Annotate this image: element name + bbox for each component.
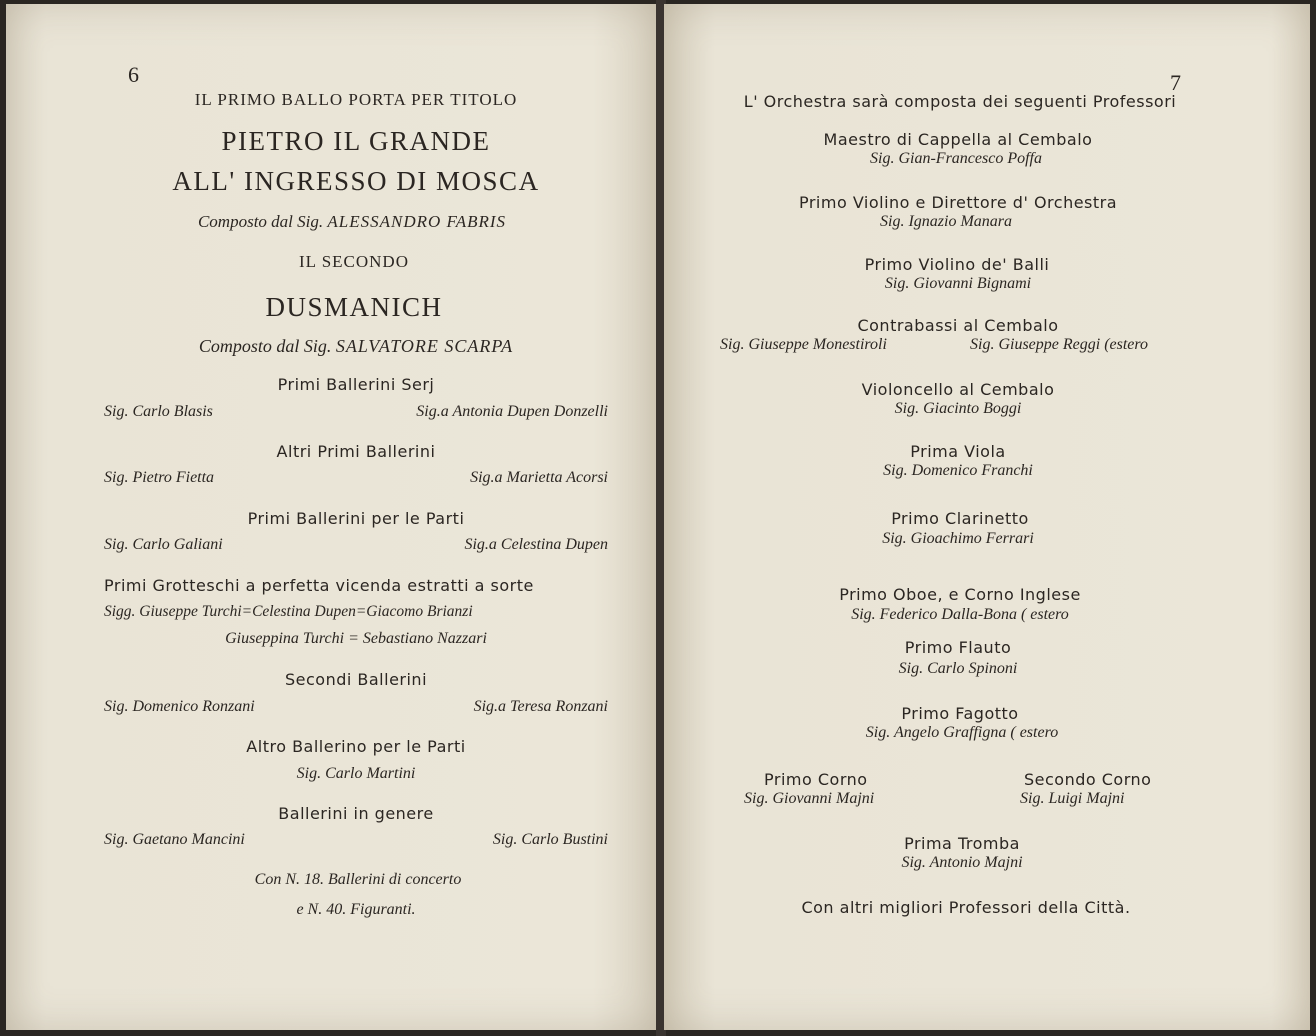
orchestra-closing: Con altri migliori Professori della Città. <box>801 898 1131 917</box>
orchestra-role: Maestro di Cappella al Cembalo <box>823 130 1093 149</box>
orchestra-member-right: Sig. Giuseppe Reggi (estero <box>970 336 1149 353</box>
composer-name: SALVATORE SCARPA <box>335 336 514 356</box>
grotteschi-line-2: Giuseppina Turchi = Sebastiano Nazzari <box>225 630 487 647</box>
orchestra-member: Sig. Gioachimo Ferrari <box>882 530 1034 547</box>
grotteschi-line-1: Sigg. Giuseppe Turchi=Celestina Dupen=Giacomo Brianzi <box>104 603 473 620</box>
orchestra-role: Primo Flauto <box>904 638 1012 657</box>
composer-line-1 <box>198 212 506 232</box>
orchestra-member-left: Sig. Giuseppe Monestiroli <box>720 336 887 353</box>
grotteschi-heading: Primi Grotteschi a perfetta vicenda estratti a sorte <box>104 576 534 595</box>
orchestra-role: Contrabassi al Cembalo <box>857 316 1059 335</box>
orchestra-heading: L' Orchestra sarà composta dei seguenti Professori <box>743 92 1177 111</box>
page-number-right: 7 <box>1170 70 1181 95</box>
composer-prefix: Composto dal Sig. <box>197 212 324 231</box>
orchestra-member: Sig. Carlo Spinoni <box>898 660 1018 677</box>
orchestra-member: Sig. Giovanni Bignami <box>884 275 1032 292</box>
closing-line-1: Con N. 18. Ballerini di concerto <box>254 871 462 888</box>
orchestra-role: Violoncello al Cembalo <box>861 380 1055 399</box>
orchestra-role: Primo Violino de' Balli <box>864 255 1050 274</box>
orchestra-member: Sig. Angelo Graffigna ( estero <box>865 724 1059 741</box>
performer-left: Sig. Pietro Fietta <box>104 469 215 486</box>
performer-left: Sig. Carlo Galiani <box>104 536 223 553</box>
orchestra-member: Sig. Federico Dalla-Bona ( estero <box>851 606 1069 623</box>
orchestra-role-left: Primo Corno <box>764 770 868 789</box>
orchestra-member: Sig. Ignazio Manara <box>880 213 1012 230</box>
ballet-heading: IL PRIMO BALLO PORTA PER TITOLO <box>194 90 518 109</box>
performer-right: Sig.a Teresa Ronzani <box>473 698 608 715</box>
closing-line-2: e N. 40. Figuranti. <box>296 901 416 918</box>
second-ballet-heading: IL SECONDO <box>299 252 409 271</box>
orchestra-member: Sig. Antonio Majni <box>901 854 1023 871</box>
performer-left: Sig. Gaetano Mancini <box>104 831 245 848</box>
performer-left: Sig. Domenico Ronzani <box>104 698 255 715</box>
section-heading: Primi Ballerini Serj <box>277 375 435 394</box>
section-heading: Ballerini in genere <box>278 804 434 823</box>
orchestra-member: Sig. Giacinto Boggi <box>894 400 1022 417</box>
ballet-title-1: PIETRO IL GRANDE <box>221 126 491 156</box>
orchestra-member-right: Sig. Luigi Majni <box>1020 790 1125 807</box>
composer-line-2 <box>199 336 513 357</box>
orchestra-member-left: Sig. Giovanni Majni <box>744 790 875 807</box>
orchestra-role-right: Secondo Corno <box>1024 770 1152 789</box>
orchestra-role: Primo Violino e Direttore d' Orchestra <box>798 193 1118 212</box>
composer-prefix: Composto dal Sig. <box>198 336 332 356</box>
orchestra-role: Primo Fagotto <box>901 704 1019 723</box>
orchestra-role: Primo Oboe, e Corno Inglese <box>839 585 1081 604</box>
section-heading: Primi Ballerini per le Parti <box>247 509 465 528</box>
performer-left: Sig. Carlo Blasis <box>104 403 213 420</box>
orchestra-member: Sig. Gian-Francesco Poffa <box>870 150 1042 167</box>
orchestra-role: Prima Viola <box>910 442 1006 461</box>
performer-center: Sig. Carlo Martini <box>296 765 416 782</box>
section-heading: Secondi Ballerini <box>284 670 428 689</box>
performer-right: Sig. Carlo Bustini <box>492 831 608 848</box>
ballet-title-2: ALL' INGRESSO DI MOSCA <box>172 166 540 196</box>
performer-right: Sig.a Antonia Dupen Donzelli <box>416 403 608 420</box>
section-heading: Altri Primi Ballerini <box>276 442 436 461</box>
orchestra-role: Primo Clarinetto <box>891 509 1029 528</box>
orchestra-role: Prima Tromba <box>904 834 1020 853</box>
performer-right: Sig.a Celestina Dupen <box>464 536 608 553</box>
ballet-title-3: DUSMANICH <box>265 292 443 322</box>
page-number-left: 6 <box>128 62 139 87</box>
performer-right: Sig.a Marietta Acorsi <box>470 469 608 486</box>
orchestra-member: Sig. Domenico Franchi <box>883 462 1033 479</box>
section-heading: Altro Ballerino per le Parti <box>246 737 466 756</box>
composer-name: ALESSANDRO FABRIS <box>327 212 507 231</box>
